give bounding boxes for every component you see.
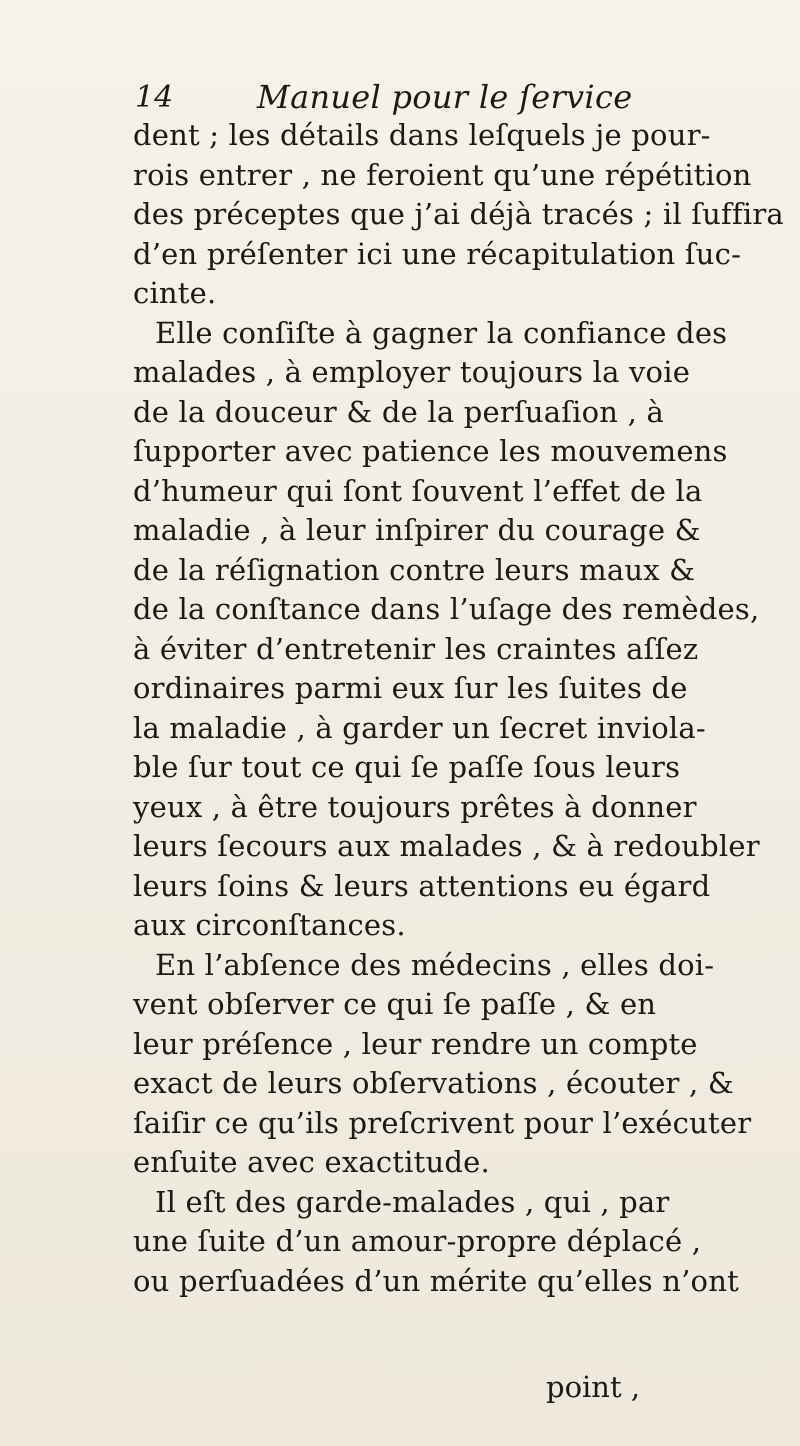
text-line: d’humeur qui ſont ſouvent l’effet de la	[133, 473, 703, 508]
text-line: aux circonſtances.	[133, 908, 406, 942]
text-line: la maladie , à garder un ſecret inviola-	[133, 710, 706, 745]
page-number: 14	[135, 80, 174, 115]
paragraph-start-line: Elle conſiſte à gagner la confiance des	[155, 315, 728, 350]
text-line: enſuite avec exactitude.	[133, 1145, 490, 1179]
text-line: exact de leurs obſervations , écouter , &	[133, 1066, 734, 1100]
text-line: leur préſence , leur rendre un compte	[133, 1026, 698, 1061]
text-line: de la réſignation contre leurs maux &	[133, 552, 696, 587]
paragraph-start-line: Il eſt des garde-malades , qui , par	[155, 1184, 670, 1219]
text-line: cinte.	[133, 276, 217, 310]
text-line: de la conſtance dans l’uſage des remèdes,	[133, 592, 760, 626]
text-line: ſaiſir ce qu’ils preſcrivent pour l’exécuter	[133, 1105, 752, 1140]
running-title: Manuel pour le ſervice	[257, 78, 633, 116]
text-line: dent ; les détails dans leſquels je pour-	[133, 118, 711, 152]
text-line: des préceptes que j’ai déjà tracés ; il ſuffira	[133, 197, 784, 231]
text-line: rois entrer , ne feroient qu’une répétition	[133, 157, 752, 192]
text-line: maladie , à leur inſpirer du courage &	[133, 513, 701, 547]
text-line: d’en préſenter ici une récapitulation ſuc-	[133, 236, 742, 271]
text-line: vent obſerver ce qui ſe paſſe , & en	[133, 987, 657, 1021]
text-line: yeux , à être toujours prêtes à donner	[133, 789, 697, 824]
text-line: ble ſur tout ce qui ſe paſſe ſous leurs	[133, 750, 681, 784]
text-line: à éviter d’entretenir les craintes aſſez	[133, 631, 699, 666]
text-line: leurs ſecours aux malades , & à redoubler	[133, 829, 760, 863]
text-line: ordinaires parmi eux ſur les ſuites de	[133, 671, 688, 705]
text-line: une ſuite d’un amour-propre déplacé ,	[133, 1224, 702, 1258]
text-line: ſupporter avec patience les mouvemens	[133, 434, 728, 468]
text-line: de la douceur & de la perſuaſion , à	[133, 394, 664, 429]
catchword: point ,	[546, 1370, 641, 1404]
text-line: ou perſuadées d’un mérite qu’elles n’ont	[133, 1263, 739, 1298]
text-line: leurs ſoins & leurs attentions eu égard	[133, 868, 711, 903]
text-line: malades , à employer toujours la voie	[133, 355, 691, 389]
body-text	[133, 116, 784, 1301]
paragraph-start-line: En l’abſence des médecins , elles doi-	[155, 947, 715, 982]
